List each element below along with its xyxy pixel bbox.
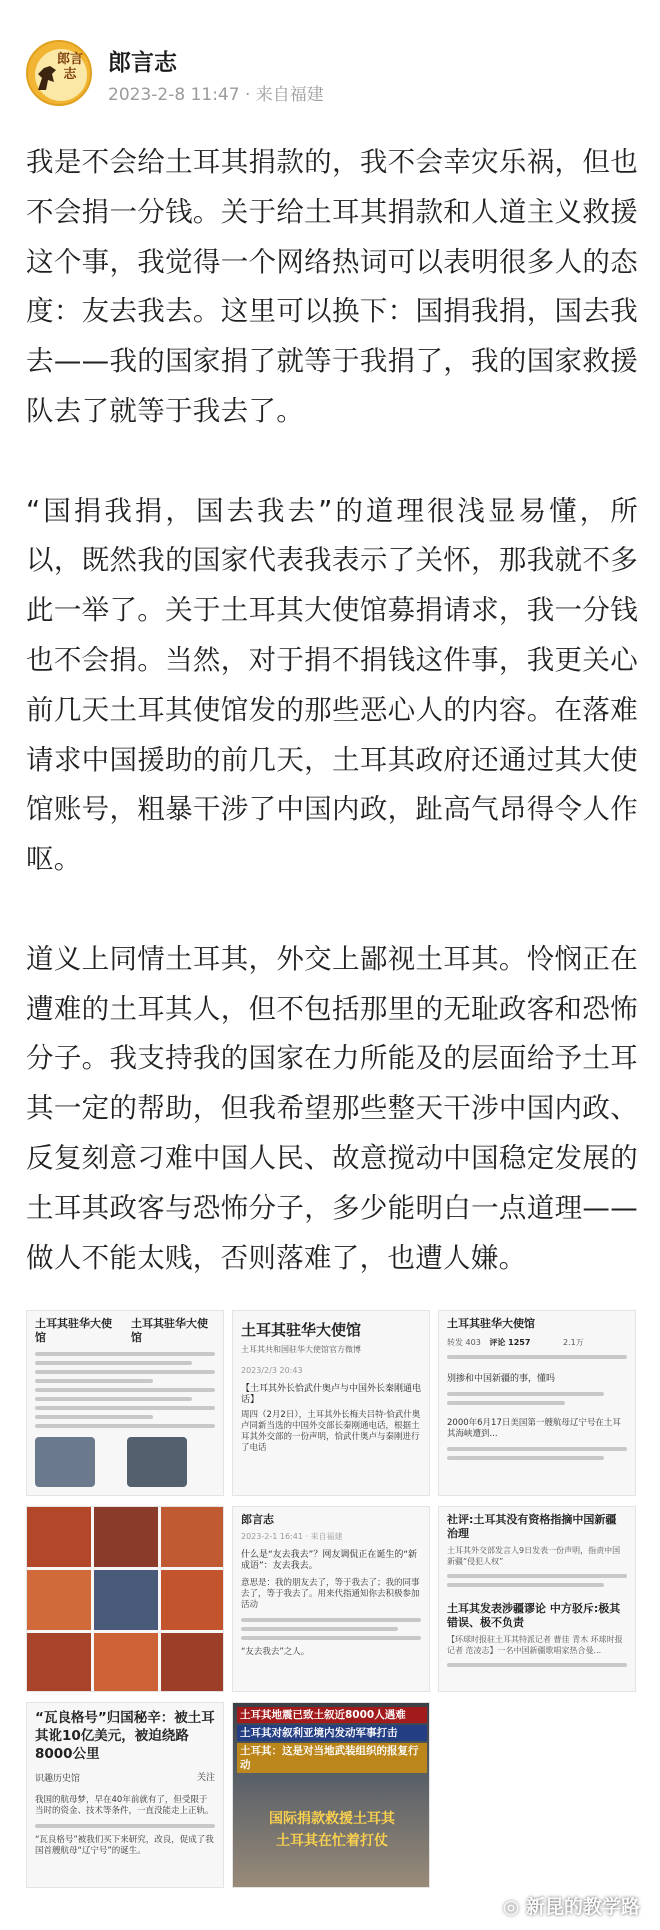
image-editorials[interactable] — [438, 1506, 636, 1692]
post-meta: 2023-2-8 11:47 · 来自福建 — [108, 85, 324, 105]
watermark — [503, 1892, 640, 1919]
post-paragraph-1: 我是不会给土耳其捐款的，我不会幸灾乐祸，但也不会捐一分钱。关于给土耳其捐款和人道主义救援这个事，我觉得一个网络热词可以表明很多人的态度：友去我去。这里可以换下：国捐我捐，国去我去——我的国家捐了就等于我捐了，我的国家救援队去了就等于我去了。 — [26, 146, 638, 427]
image-grid — [26, 1310, 636, 1890]
image-7-text-2: “瓦良格号”被我们买下来研究，改良，促成了我国首艘航母“辽宁号”的诞生。 — [35, 1835, 214, 1856]
image-1-title: 土耳其驻华大使馆 — [35, 1317, 112, 1344]
image-2-subtitle: 土耳其共和国驻华大使馆官方微博 — [241, 1345, 361, 1354]
image-8-caption-4: 国际捐款救援土耳其 — [269, 1811, 395, 1827]
image-3-likes: 2.1万 — [562, 1338, 584, 1347]
photo-collage — [27, 1507, 224, 1692]
image-6-text: 土耳其外交部发言人9日发表一份声明，指责中国新疆“侵犯人权” — [447, 1546, 621, 1566]
username[interactable]: 郎言志 — [108, 50, 177, 76]
image-embassy-comments[interactable] — [438, 1310, 636, 1496]
image-3-comment-2: 2000年6月17日美国第一艘航母辽宁号在土耳其海峡遭到... — [447, 1418, 621, 1439]
image-earthquake-news[interactable] — [232, 1702, 430, 1888]
post-paragraph-2: “国捐我捐，国去我去”的道理很浅显易懂，所以，既然我的国家代表我表示了关怀，那我就不多此一举了。关于土耳其大使馆募捐请求，我一分钱也不会捐。当然，对于捐不捐钱这件事，我更关心前几天土耳其使馆发的那些恶心人的内容。在落难请求中国援助的前几天，土耳其政府还通过其大使馆账号，粗暴干涉了中国内政，趾高气昂得令人作呕。 — [26, 494, 638, 876]
image-7-follow[interactable]: 关注 — [196, 1773, 215, 1783]
image-5-title: 郎言志 — [241, 1513, 274, 1526]
image-2-text-2: 周四（2月2日），土耳其外长梅夫吕特·恰武什奥卢同新当选的中国外交部长秦刚通电话，根据土耳其外交部的一份声明，恰武什奥卢与秦刚进行了电话 — [241, 1410, 421, 1453]
portrait-photo-1 — [35, 1437, 95, 1487]
image-5-date: 2023-2-1 16:41 · 来自福建 — [241, 1532, 343, 1541]
image-2-text: 【土耳其外长恰武什奥卢与中国外长秦刚通电话】 — [241, 1384, 422, 1405]
image-7-title: “瓦良格号”归国秘辛：被土耳其讹10亿美元，被迫绕路8000公里 — [35, 1710, 215, 1762]
image-2-date: 2023/2/3 20:43 — [241, 1366, 303, 1375]
image-8-caption-3: 土耳其：这是对当地武装组织的报复行动 — [237, 1743, 427, 1773]
image-3-reposts: 转发 403 — [447, 1338, 481, 1347]
image-8-caption-1: 土耳其地震已致土叙近8000人遇难 — [237, 1707, 427, 1723]
post-header — [26, 40, 636, 110]
image-8-caption-2: 土耳其对叙利亚境内发动军事打击 — [237, 1725, 427, 1741]
image-5-text: 什么是“友去我去”？网友调侃正在诞生的“新成语”：友去我去。 — [241, 1550, 417, 1571]
image-lang-post[interactable] — [232, 1506, 430, 1692]
watermark-logo-icon: ◎ — [502, 1896, 520, 1918]
image-embassy-statement[interactable] — [26, 1310, 224, 1496]
news-video-still — [233, 1703, 430, 1888]
image-7-author: 识趣历史馆 — [35, 1774, 81, 1784]
image-3-title: 土耳其驻华大使馆 — [447, 1317, 535, 1330]
image-6-text-2: 【环球时报驻土耳其特派记者 曹佳 青木 环球时报记者 范凌志】一名中国新疆歌唱家热合曼... — [447, 1635, 623, 1655]
image-6-headline: 社评:土耳其没有资格指摘中国新疆治理 — [447, 1513, 617, 1540]
image-5-text-3: “友去我去”之人。 — [241, 1647, 310, 1657]
image-varyag-article[interactable] — [26, 1702, 224, 1888]
image-3-comments: 评论 1257 — [489, 1338, 531, 1347]
image-embassy-weibo[interactable] — [232, 1310, 430, 1496]
post-body — [26, 138, 638, 1333]
image-7-text: 我国的航母梦，早在40年前就有了，但受限于当时的资金、技术等条件，一直没能走上正轨。 — [35, 1795, 214, 1816]
portrait-photo-2 — [127, 1437, 187, 1487]
image-8-caption-5: 土耳其在忙着打仗 — [276, 1833, 388, 1849]
post-paragraph-3: 道义上同情土耳其，外交上鄙视土耳其。怜悯正在遭难的土耳其人，但不包括那里的无耻政客和恐怖分子。我支持我的国家在力所能及的层面给予土耳其一定的帮助，但我希望那些整天干涉中国内政、反复刻意刁难中国人民、故意搅动中国稳定发展的土耳其政客与恐怖分子，多少能明白一点道理——做人不能太贱，否则落难了，也遭人嫌。 — [26, 942, 638, 1274]
image-5-text-2: 意思是：我的朋友去了，等于我去了；我的同事去了，等于我去了。用来代指通知你去积极参加活动 — [241, 1578, 420, 1610]
image-3-comment: 别掺和中国新疆的事，懂吗 — [447, 1374, 556, 1384]
avatar-label: 郎言志 — [56, 52, 83, 82]
image-rescue-team-photos[interactable] — [26, 1506, 224, 1692]
image-6-headline-2: 土耳其发表涉疆谬论 中方驳斥:极其错误、极不负责 — [447, 1602, 621, 1629]
image-1-title-2: 土耳其驻华大使馆 — [131, 1317, 208, 1344]
watermark-text: 新昆的教学路 — [525, 1896, 640, 1918]
image-2-title: 土耳其驻华大使馆 — [241, 1321, 362, 1339]
avatar[interactable] — [26, 40, 92, 106]
